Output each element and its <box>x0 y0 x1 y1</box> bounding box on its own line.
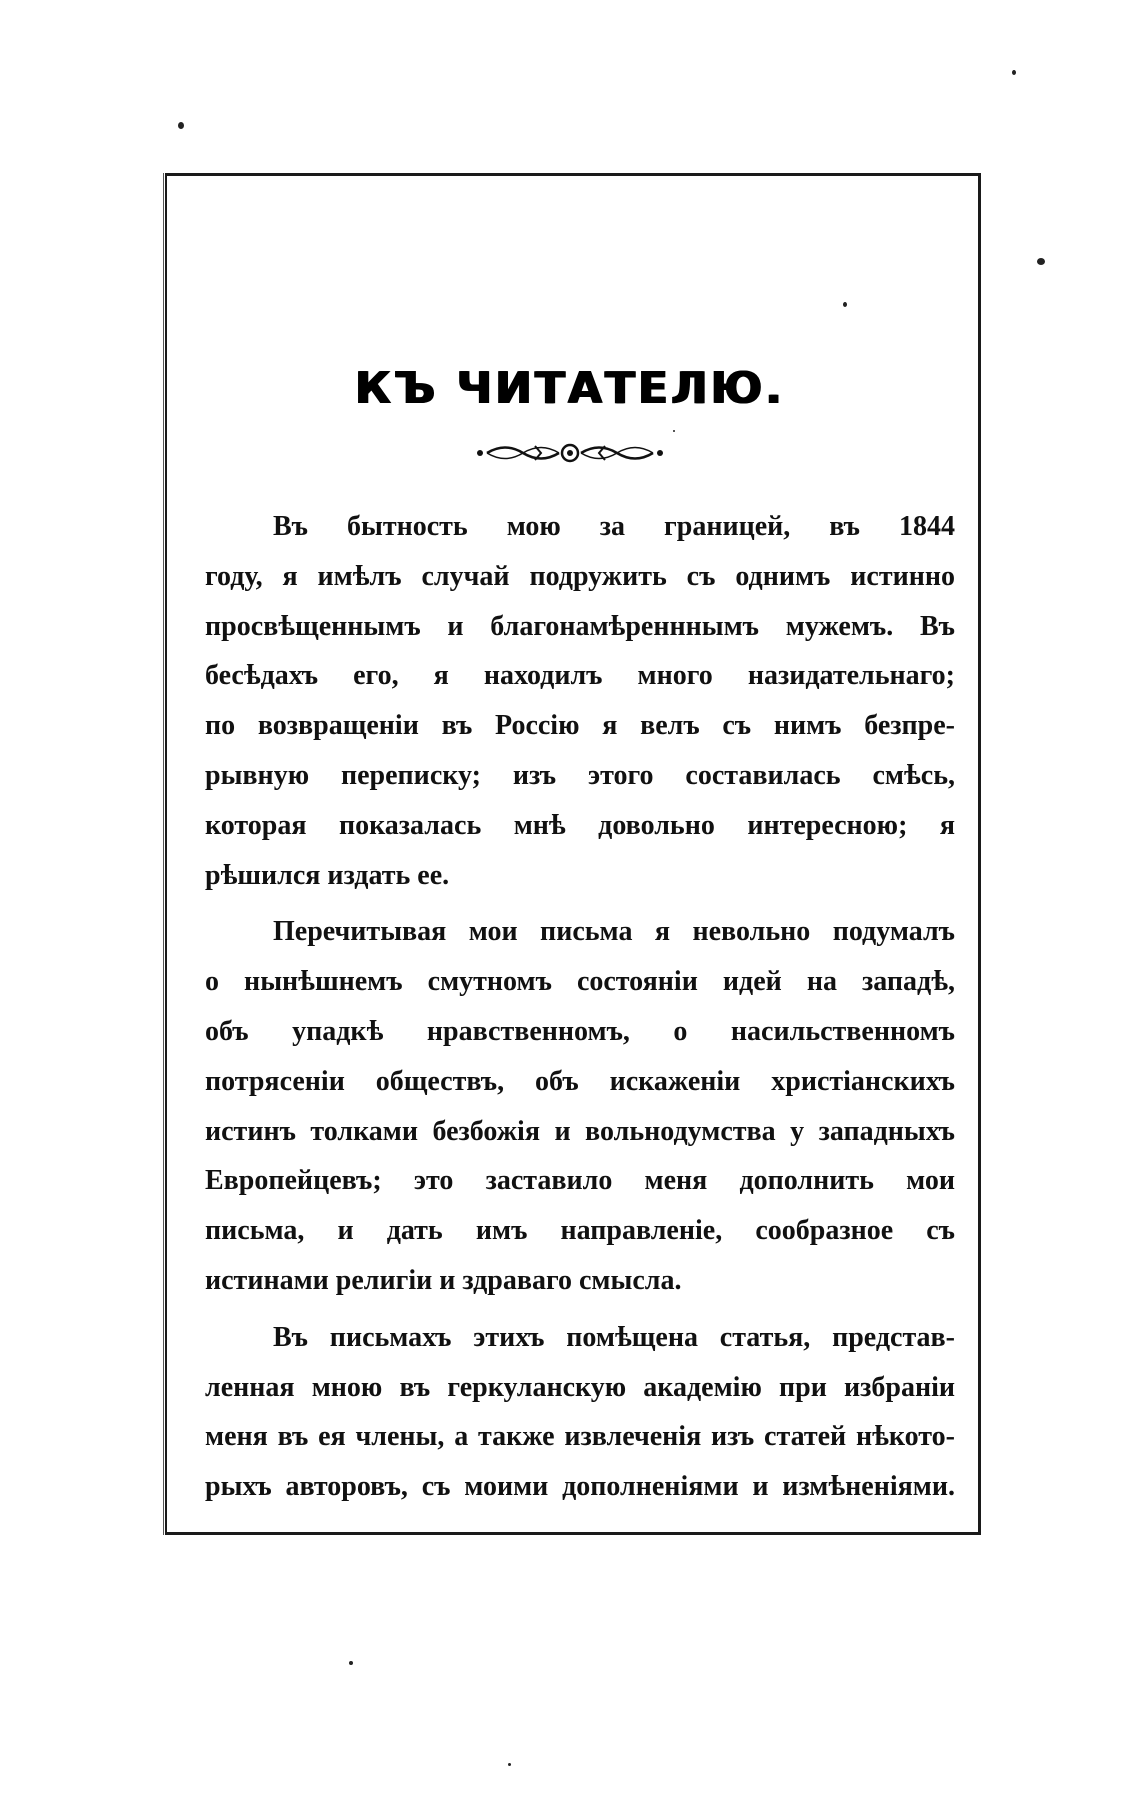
text-line: рывную переписку; изъ этого составилась смѣсь, <box>205 759 955 791</box>
scan-speck <box>1012 70 1016 75</box>
text-line: Въ письмахъ этихъ помѣщена статья, представ- <box>273 1321 955 1353</box>
text-line: Перечитывая мои письма я невольно подумалъ <box>273 916 955 948</box>
text-line: рыхъ авторовъ, съ моими дополненіями и измѣненіями. <box>205 1471 955 1503</box>
text-line: объ упадкѣ нравственномъ, о насильственномъ <box>205 1015 955 1047</box>
paragraph-2 <box>205 907 955 1305</box>
text-line: о нынѣшнемъ смутномъ состояніи идей на западѣ, <box>205 966 955 998</box>
text-line: меня въ ея члены, а также извлеченія изъ статей нѣкото- <box>205 1421 955 1453</box>
text-line: просвѣщеннымъ и благонамѣренннымъ мужемъ. Въ <box>205 610 955 642</box>
text-line: потрясеніи обществъ, объ искаженіи христіанскихъ <box>205 1065 955 1097</box>
text-line: истинами религіи и здраваго смысла. <box>205 1264 682 1296</box>
text-line: рѣшился издать ее. <box>205 859 450 891</box>
preface-text <box>205 502 955 1519</box>
paragraph-1 <box>205 502 955 900</box>
scan-speck <box>1037 258 1045 265</box>
text-line: которая показалась мнѣ довольно интересною; я <box>205 809 955 841</box>
text-line: по возвращеніи въ Россію я велъ съ нимъ безпре- <box>205 710 955 742</box>
text-line: Европейцевъ; это заставило меня дополнить мои <box>205 1165 955 1197</box>
text-line: году, я имѣлъ случай подружить съ однимъ истинно <box>205 560 955 592</box>
scan-speck <box>349 1661 353 1665</box>
text-line: бесѣдахъ его, я находилъ много назидательнаго; <box>205 660 955 692</box>
ornament-icon <box>475 438 665 468</box>
text-line: Въ бытность мою за границей, въ 1844 <box>273 511 955 542</box>
paragraph-3 <box>205 1313 955 1512</box>
text-line: истинъ толками безбожія и вольнодумства у западныхъ <box>205 1115 955 1147</box>
text-line: ленная мною въ геркуланскую академію при избраніи <box>205 1371 955 1403</box>
ornament-divider <box>0 438 1140 473</box>
scan-speck <box>178 122 184 129</box>
scan-speck <box>508 1763 511 1766</box>
page-heading: КЪ ЧИТАТЕЛЮ. <box>354 363 786 414</box>
text-line: письма, и дать имъ направленіе, сообразное съ <box>205 1215 955 1247</box>
